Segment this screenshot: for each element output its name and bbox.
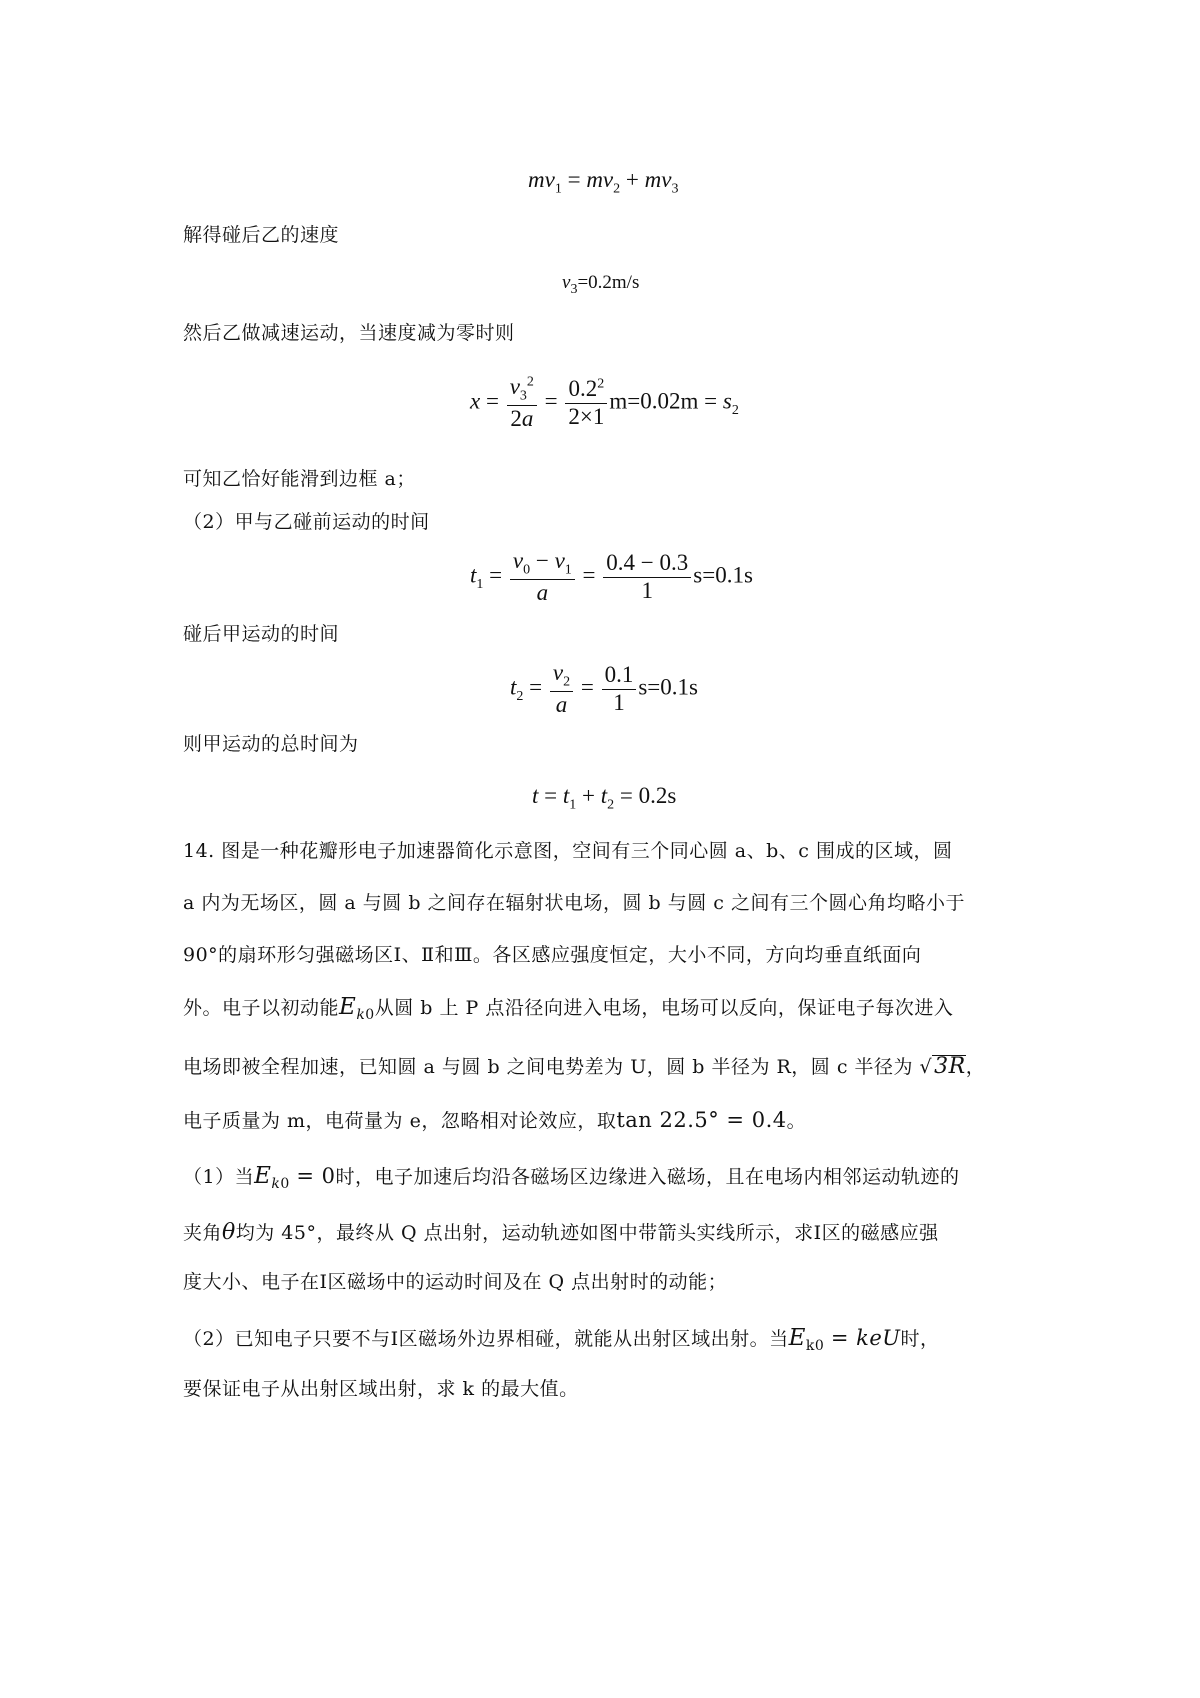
text-line: 可知乙恰好能滑到边框 a； — [183, 468, 416, 490]
question-text: 14. 图是一种花瓣形电子加速器简化示意图，空间有三个同心圆 a、b、c 围成的区域，圆 — [183, 840, 953, 862]
text-line: 碰后甲运动的时间 — [183, 623, 340, 645]
unit-text: m=0.02m — [609, 388, 699, 414]
frac-num: 0.1 — [602, 662, 637, 689]
text-line: 解得碰后乙的速度 — [183, 224, 340, 246]
text-segment: = 0 — [296, 1164, 336, 1188]
text-segment: 夹角 — [183, 1222, 223, 1244]
question-text: 90°的扇环形匀强磁场区Ⅰ、Ⅱ和Ⅲ。各区感应强度恒定，大小不同，方向均垂直纸面向 — [183, 944, 922, 966]
question-text: （1）当$E_{k0} = 0$时，电子加速后均沿各磁场区边缘进入磁场，且在电场内相邻运动轨迹的 — [183, 1163, 960, 1192]
frac-num: 0.4 − 0.3 — [603, 550, 691, 577]
unit-text: s=0.1s — [638, 674, 698, 700]
text-segment: 电子质量为 m，电荷量为 e，忽略相对论效应，取 — [183, 1110, 617, 1132]
tan-expression: tan 22.5° = 0.4 — [616, 1108, 787, 1132]
t2-equation: $t_2$ = $\frac{v_2}{a}$ = $\frac{0.1}{1}$ s=0.1s — [510, 660, 698, 717]
question-text: a 内为无场区，圆 a 与圆 b 之间存在辐射状电场，圆 b 与圆 c 之间有三个圆心角均略小于 — [183, 892, 965, 914]
text-segment: （2）已知电子只要不与Ⅰ区磁场外边界相碰，就能从出射区域出射。当 — [183, 1328, 789, 1350]
question-text: 要保证电子从出射区域出射，求 k 的最大值。 — [183, 1378, 579, 1400]
text-segment: 均为 45°，最终从 Q 点出射，运动轨迹如图中带箭头实线所示，求Ⅰ区的磁感应强 — [235, 1222, 939, 1244]
question-text: （2）已知电子只要不与Ⅰ区磁场外边界相碰，就能从出射区域出射。当$E_{k0}$ = keU时， — [183, 1325, 940, 1354]
text-segment: 外。电子以初动能 — [183, 997, 340, 1019]
text-segment: 电场即被全程加速，已知圆 a 与圆 b 之间电势差为 U，圆 b 半径为 R，圆 c 半径为 — [183, 1056, 914, 1078]
unit-text: s=0.1s — [693, 562, 753, 588]
text-segment: = keU — [830, 1326, 901, 1350]
text-segment: 从圆 b 上 P 点沿径向进入电场，电场可以反向，保证电子每次进入 — [374, 997, 954, 1019]
text-segment: 时， — [900, 1328, 940, 1350]
question-text: 外。电子以初动能$E_{k0}$从圆 b 上 P 点沿径向进入电场，电场可以反向，保证电子每次进入 — [183, 994, 954, 1023]
text-segment: 时，电子加速后均沿各磁场区边缘进入磁场，且在电场内相邻运动轨迹的 — [335, 1166, 960, 1188]
total-time-equation: $t = t_1 + t_2 = 0.2s$ — [532, 783, 677, 813]
text-segment: 。 — [786, 1110, 807, 1132]
question-text: 电场即被全程加速，已知圆 a 与圆 b 之间电势差为 U，圆 b 半径为 R，圆 c 半径为 √3R， — [183, 1054, 986, 1079]
text-line: 然后乙做减速运动，当速度减为零时则 — [183, 322, 515, 344]
frac-den: 2×1 — [568, 403, 605, 429]
frac-den: 1 — [613, 689, 625, 715]
text-line: （2）甲与乙碰前运动的时间 — [183, 511, 430, 533]
text-segment: （1）当 — [183, 1166, 255, 1188]
question-text: 度大小、电子在Ⅰ区磁场中的运动时间及在 Q 点出射时的动能； — [183, 1271, 728, 1293]
question-text: 夹角θ均为 45°，最终从 Q 点出射，运动轨迹如图中带箭头实线所示，求Ⅰ区的磁感应强 — [183, 1220, 939, 1245]
frac-den: 1 — [641, 577, 654, 603]
momentum-equation: $mv_1 = mv_2 + mv_3$ — [528, 167, 679, 197]
v3-result: $v_3=0.2m/s$ — [562, 272, 640, 297]
t1-equation: $t_1$ = $\frac{v_0 - v_1}{a}$ = $\frac{0.4 - 0.3}{1}$ s=0.1s — [470, 548, 753, 605]
displacement-equation: x = $\frac{v_3^2}{2a}$ = $\frac{0.2^2}{2\times 1}$ $m=0.02m = s_2$ — [470, 374, 739, 431]
text-line: 则甲运动的总时间为 — [183, 733, 359, 755]
frac-num: 0.2 — [568, 376, 598, 402]
question-text — [183, 1110, 806, 1131]
unit-text: = 0.2s — [619, 783, 677, 808]
